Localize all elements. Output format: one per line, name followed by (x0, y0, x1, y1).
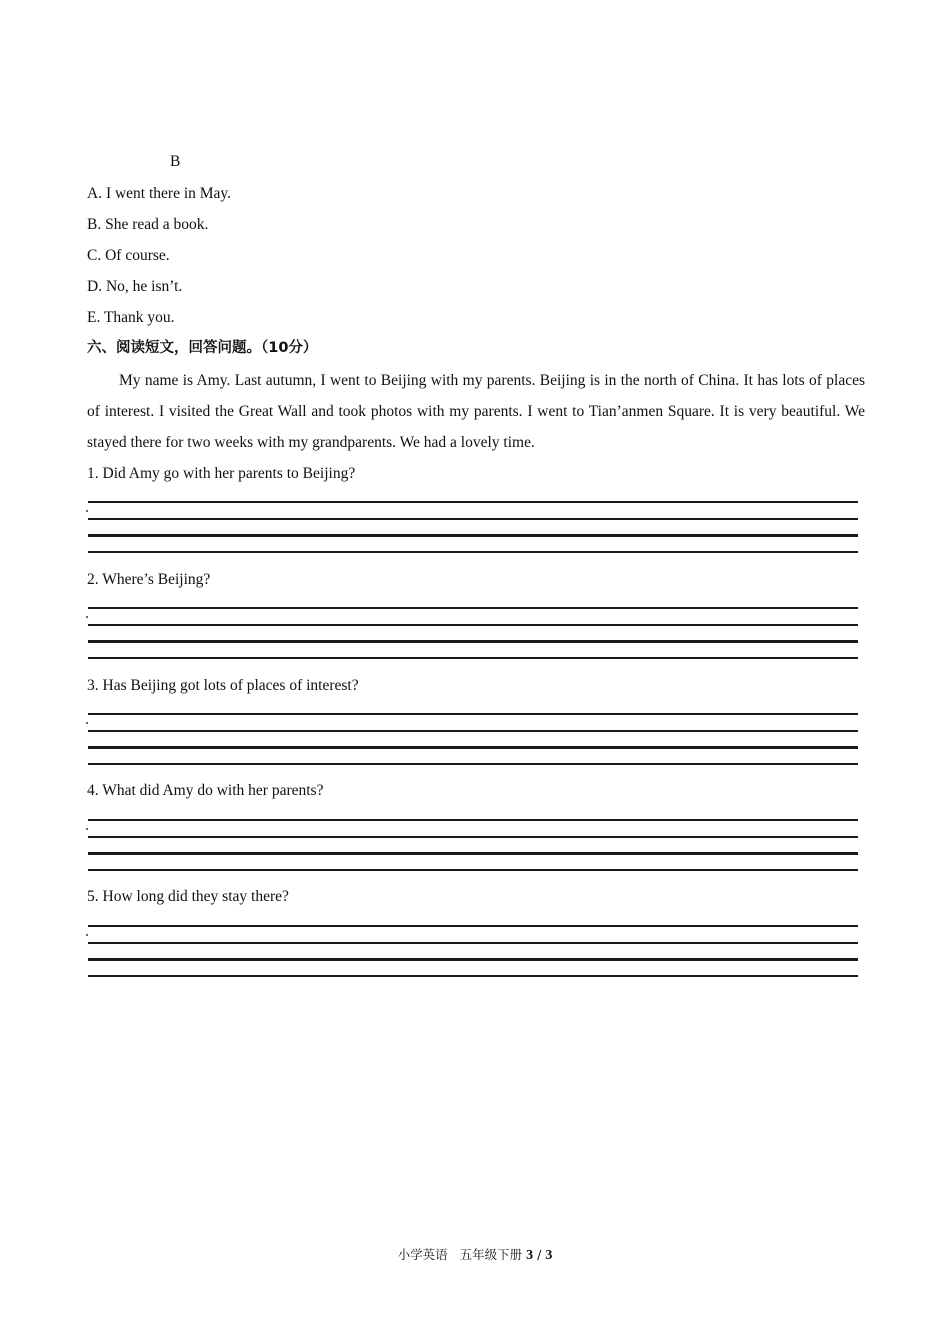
writing-rule (88, 501, 858, 503)
question-2: 2. Where’s Beijing? (87, 571, 211, 588)
footer-grade: 五年级下册 (459, 1247, 523, 1262)
writing-rule (88, 975, 858, 977)
footer-page-total: 3 (545, 1248, 553, 1263)
footer-subject: 小学英语 (397, 1247, 448, 1262)
writing-rule (88, 730, 858, 732)
writing-rule (88, 819, 858, 821)
writing-rule (88, 836, 858, 838)
option-c: C. Of course. (87, 247, 170, 264)
writing-rule (88, 763, 858, 765)
line-marker (86, 934, 88, 936)
footer-page-current: 3 (526, 1248, 534, 1263)
page-footer (0, 1246, 950, 1265)
writing-rule (88, 657, 858, 659)
writing-rule (88, 925, 858, 927)
writing-rule (88, 958, 858, 961)
question-3: 3. Has Beijing got lots of places of interest? (87, 677, 359, 694)
option-d: D. No, he isn’t. (87, 278, 183, 295)
writing-rule (88, 534, 858, 537)
writing-rule (88, 942, 858, 944)
section-six-title: 六、阅读短文，回答问题。（10分） (87, 340, 318, 356)
writing-rule (88, 713, 858, 715)
answer-lines-5[interactable] (88, 925, 858, 981)
option-e: E. Thank you. (87, 309, 175, 326)
question-4: 4. What did Amy do with her parents? (87, 782, 324, 799)
writing-rule (88, 746, 858, 749)
option-a: A. I went there in May. (87, 185, 232, 202)
writing-rule (88, 869, 858, 871)
question-1: 1. Did Amy go with her parents to Beijing? (87, 465, 356, 482)
writing-rule (88, 624, 858, 626)
writing-rule (88, 551, 858, 553)
answer-lines-3[interactable] (88, 713, 858, 769)
column-label-b: B (170, 153, 181, 170)
question-5: 5. How long did they stay there? (87, 888, 289, 905)
writing-rule (88, 518, 858, 520)
footer-separator: / (537, 1247, 542, 1262)
option-b: B. She read a book. (87, 216, 209, 233)
writing-rule (88, 852, 858, 855)
line-marker (86, 722, 88, 724)
reading-passage: My name is Amy. Last autumn, I went to Beijing with my parents. Beijing is in the north of China. It has lots of places of interest. I visited the Great Wall and took photos with my parents. I went to Tian’anmen Square. It is very beautiful. We stayed there for two weeks with my grandparents. We had a lovely time. (87, 372, 865, 451)
line-marker (86, 616, 88, 618)
line-marker (86, 828, 88, 830)
answer-lines-1[interactable] (88, 501, 858, 557)
answer-lines-2[interactable] (88, 607, 858, 663)
answer-lines-4[interactable] (88, 819, 858, 875)
writing-rule (88, 607, 858, 609)
line-marker (86, 510, 88, 512)
writing-rule (88, 640, 858, 643)
